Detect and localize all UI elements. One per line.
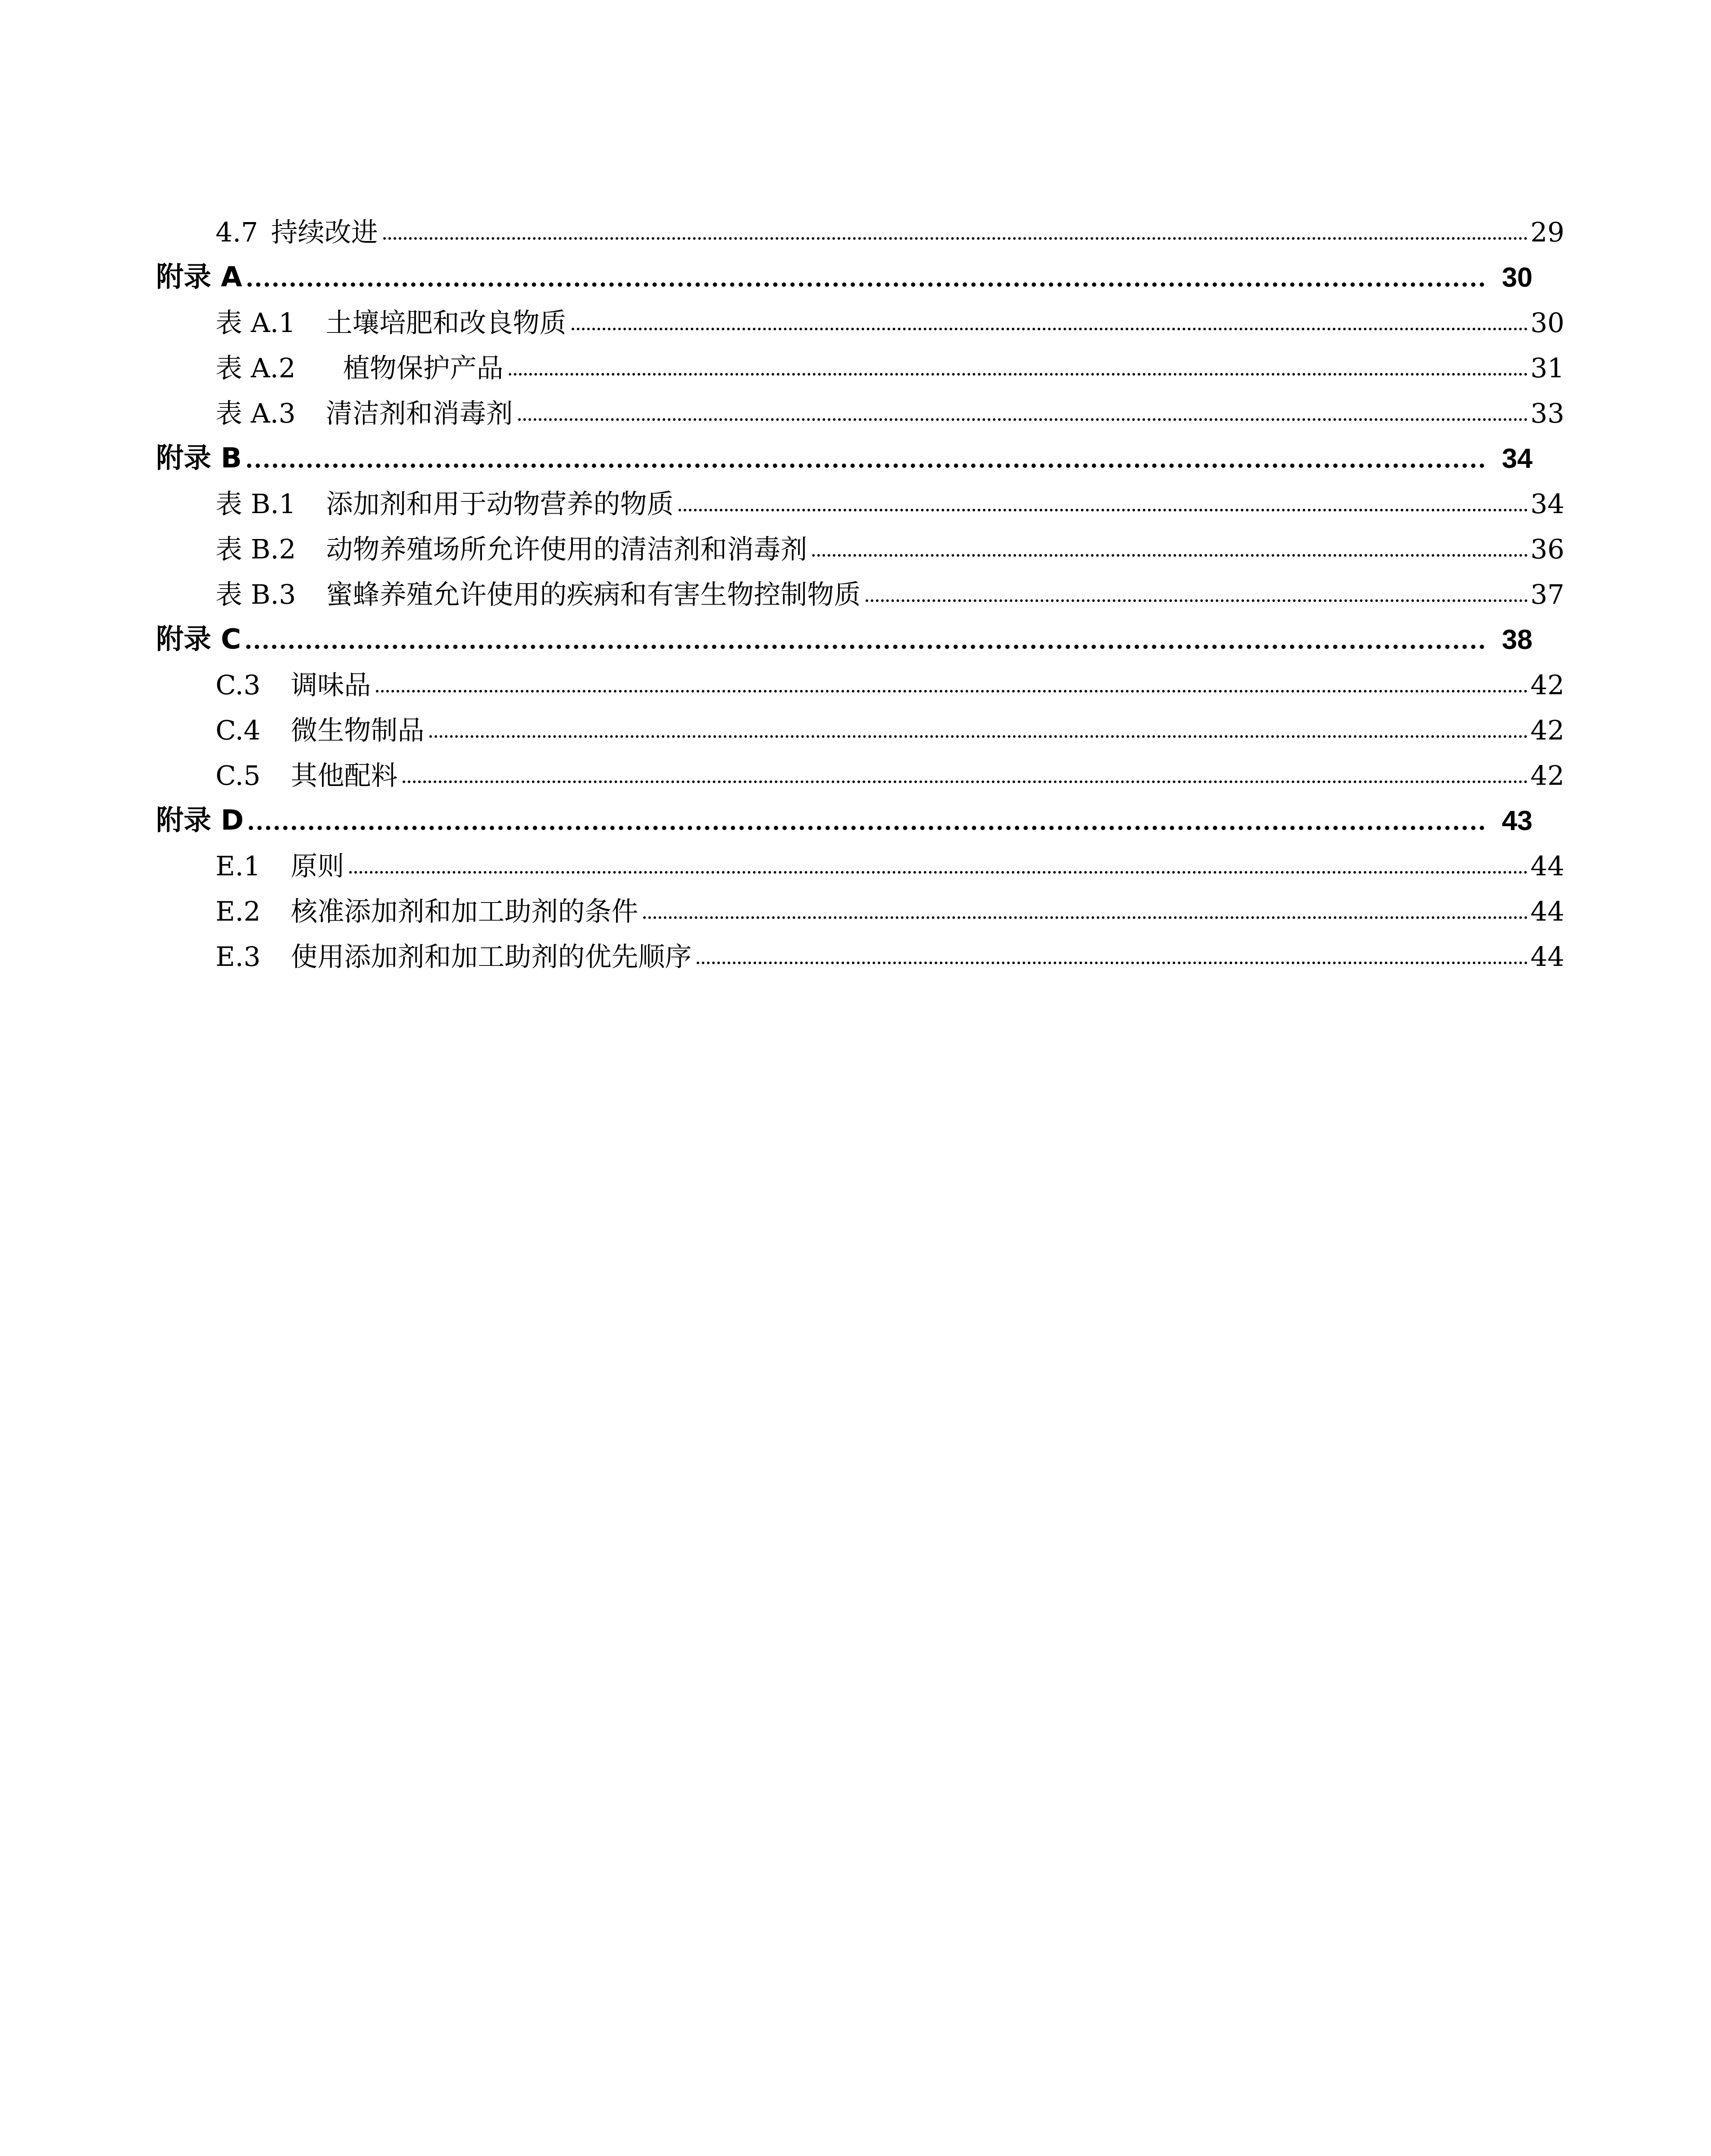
toc-entry-page: 44 bbox=[1530, 850, 1564, 882]
toc-entry-page: 29 bbox=[1530, 216, 1564, 248]
toc-entry-number: E.3 bbox=[216, 941, 261, 972]
dot-leader bbox=[812, 554, 1528, 557]
toc-entry-number: 表 B.3 bbox=[216, 579, 296, 610]
toc-entry-page: 33 bbox=[1530, 398, 1564, 429]
toc-entry-label bbox=[216, 669, 376, 701]
toc-entry-title: 清洁剂和消毒剂 bbox=[325, 398, 513, 429]
toc-entry-page: 42 bbox=[1530, 760, 1564, 791]
toc-entry-title: 土壤培肥和改良物质 bbox=[325, 307, 566, 338]
toc-entry-page: 44 bbox=[1530, 941, 1564, 972]
toc-entry-label bbox=[216, 850, 349, 882]
toc-entry-title: 动物养殖场所允许使用的清洁剂和消毒剂 bbox=[326, 533, 807, 565]
toc-entry-number: 表 A.3 bbox=[216, 398, 296, 429]
toc-entry-number: C.4 bbox=[216, 714, 261, 746]
toc-entry[interactable] bbox=[216, 203, 1564, 246]
dot-leader bbox=[429, 735, 1528, 738]
toc-entry-number: E.1 bbox=[216, 850, 261, 882]
dot-leader bbox=[247, 282, 1485, 287]
toc-entry-page: 38 bbox=[1501, 624, 1533, 655]
dot-leader bbox=[383, 237, 1528, 240]
toc-entry-number: 附录 C bbox=[156, 624, 241, 655]
dot-leader bbox=[509, 373, 1528, 376]
toc-entry-page: 42 bbox=[1530, 669, 1564, 701]
dot-leader bbox=[697, 962, 1528, 964]
toc-entry-label bbox=[216, 581, 866, 608]
toc-entry-title: 微生物制品 bbox=[291, 714, 425, 746]
toc-entry[interactable] bbox=[216, 655, 1564, 699]
toc-entry-label bbox=[156, 805, 249, 837]
dot-leader bbox=[518, 418, 1528, 421]
toc-appendix-entry[interactable] bbox=[156, 791, 1533, 837]
toc-entry-label bbox=[216, 216, 383, 248]
toc-entry-number: 附录 A bbox=[156, 261, 242, 293]
toc-entry-label bbox=[216, 898, 643, 925]
dot-leader bbox=[349, 871, 1528, 874]
toc-entry-number: C.3 bbox=[216, 669, 261, 701]
toc-entry-title: 原则 bbox=[291, 850, 344, 882]
dot-leader bbox=[403, 780, 1528, 783]
toc-entry-page: 42 bbox=[1530, 714, 1564, 746]
toc-entry-label bbox=[216, 488, 679, 520]
toc-entry[interactable] bbox=[216, 746, 1564, 789]
toc-entry-number: 表 B.1 bbox=[216, 488, 296, 520]
toc-entry-number: 表 A.2 bbox=[216, 352, 296, 384]
toc-entry-number: 附录 D bbox=[156, 805, 244, 837]
toc-entry[interactable] bbox=[216, 520, 1564, 563]
dot-leader bbox=[247, 464, 1485, 468]
toc-entry[interactable] bbox=[216, 338, 1564, 382]
toc-entry[interactable] bbox=[216, 882, 1564, 925]
toc-entry-title: 添加剂和用于动物营养的物质 bbox=[326, 488, 674, 520]
toc-entry-page: 37 bbox=[1530, 579, 1564, 610]
toc-entry-number: 4.7 bbox=[216, 216, 258, 248]
toc-entry-label bbox=[216, 762, 403, 789]
toc-entry-label bbox=[216, 400, 518, 427]
toc-appendix-entry[interactable] bbox=[156, 429, 1533, 472]
dot-leader bbox=[643, 916, 1528, 919]
toc-entry-title: 持续改进 bbox=[271, 216, 378, 248]
toc-entry-label bbox=[216, 533, 812, 565]
toc-entry-title: 植物保护产品 bbox=[343, 352, 504, 384]
toc-entry-page: 34 bbox=[1530, 488, 1564, 520]
toc-entry-number: E.2 bbox=[216, 896, 261, 927]
toc-entry-label bbox=[216, 307, 572, 338]
toc-entry-page: 43 bbox=[1501, 805, 1533, 836]
toc-entry-label bbox=[156, 442, 247, 474]
toc-entry-page: 31 bbox=[1530, 352, 1564, 384]
toc-entry[interactable] bbox=[216, 701, 1564, 744]
toc-entry-label bbox=[156, 263, 247, 291]
toc-entry-page: 34 bbox=[1501, 443, 1533, 474]
toc-entry-page: 36 bbox=[1530, 533, 1564, 565]
toc-entry-number: 附录 B bbox=[156, 442, 242, 474]
toc-entry[interactable] bbox=[216, 384, 1564, 427]
toc-entry-title: 使用添加剂和加工助剂的优先顺序 bbox=[291, 941, 692, 972]
toc-appendix-entry[interactable] bbox=[156, 248, 1533, 291]
toc-entry-page: 30 bbox=[1530, 307, 1564, 338]
toc-entry-number: C.5 bbox=[216, 760, 261, 791]
toc-entry-title: 蜜蜂养殖允许使用的疾病和有害生物控制物质 bbox=[326, 579, 861, 610]
dot-leader bbox=[376, 690, 1528, 693]
toc-entry[interactable] bbox=[216, 565, 1564, 608]
dot-leader bbox=[866, 599, 1528, 602]
toc-appendix-entry[interactable] bbox=[156, 610, 1533, 653]
toc-entry-number: 表 A.1 bbox=[216, 307, 296, 338]
toc-entry[interactable] bbox=[216, 474, 1564, 520]
toc-entry-title: 核准添加剂和加工助剂的条件 bbox=[291, 896, 638, 927]
toc-entry-label bbox=[216, 943, 697, 970]
toc-entry[interactable] bbox=[216, 927, 1564, 970]
toc-entry-label bbox=[216, 352, 509, 384]
toc-entry[interactable] bbox=[216, 293, 1564, 336]
toc-entry-number: 表 B.2 bbox=[216, 533, 296, 565]
toc-entry-page: 44 bbox=[1530, 896, 1564, 927]
dot-leader bbox=[572, 328, 1528, 330]
toc-entry-page: 30 bbox=[1501, 262, 1533, 293]
toc-entry-title: 其他配料 bbox=[291, 760, 398, 791]
dot-leader bbox=[679, 509, 1528, 511]
dot-leader bbox=[249, 826, 1484, 830]
toc-entry[interactable] bbox=[216, 837, 1564, 880]
dot-leader bbox=[246, 645, 1485, 649]
toc-entry-label bbox=[216, 714, 429, 746]
toc-entry-title: 调味品 bbox=[291, 669, 371, 701]
toc-entry-label bbox=[156, 626, 246, 653]
